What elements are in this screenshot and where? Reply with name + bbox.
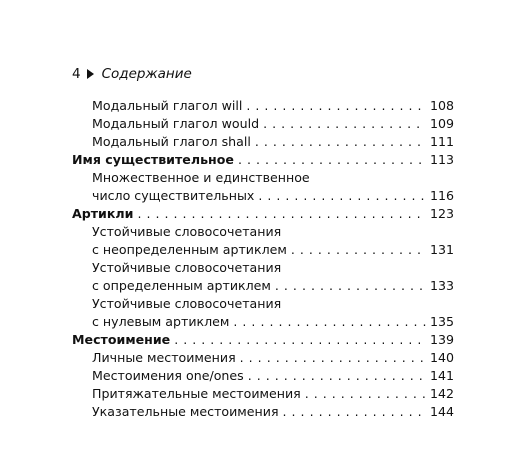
toc-entry-first-line: Устойчивые словосочетания xyxy=(92,224,282,239)
toc-entry-label: Модальный глагол will xyxy=(92,98,243,113)
toc-entry-page: 123 xyxy=(429,206,454,221)
table-of-contents xyxy=(72,97,454,421)
toc-entry-label: с нулевым артиклем xyxy=(92,314,230,329)
toc-entry-modal-would[interactable] xyxy=(72,115,454,133)
toc-chapter-label: Местоимение xyxy=(72,332,171,347)
toc-entry-one-ones[interactable] xyxy=(72,367,454,385)
dot-leader xyxy=(174,331,426,349)
toc-entry-label: Указательные местоимения xyxy=(92,404,279,419)
triangle-right-icon xyxy=(87,69,94,79)
toc-entry-label: Модальный глагол shall xyxy=(92,134,251,149)
section-title: Содержание xyxy=(101,66,192,82)
toc-entry-page: 111 xyxy=(429,134,454,149)
toc-entry-page: 142 xyxy=(429,386,454,401)
toc-entry-page: 141 xyxy=(429,368,454,383)
dot-leader xyxy=(305,385,426,403)
dot-leader xyxy=(275,277,426,295)
toc-entry-page: 139 xyxy=(429,332,454,347)
dot-leader xyxy=(263,115,426,133)
dot-leader xyxy=(291,241,426,259)
toc-entry-page: 133 xyxy=(429,278,454,293)
toc-entry-label: Модальный глагол would xyxy=(92,116,260,131)
toc-entry-indefinite-article[interactable] xyxy=(72,241,454,259)
toc-entry-page: 108 xyxy=(429,98,454,113)
toc-entry-page: 144 xyxy=(429,404,454,419)
toc-entry-page: 113 xyxy=(429,152,454,167)
toc-entry-pronoun[interactable] xyxy=(72,331,454,349)
dot-leader xyxy=(240,349,426,367)
dot-leader xyxy=(238,151,426,169)
dot-leader xyxy=(255,133,426,151)
dot-leader xyxy=(233,313,426,331)
toc-entry-demonstrative-pronouns[interactable] xyxy=(72,403,454,421)
toc-entry-personal-pronouns[interactable] xyxy=(72,349,454,367)
toc-entry-plural-singular[interactable] xyxy=(72,187,454,205)
toc-entry-label: с определенным артиклем xyxy=(92,278,271,293)
toc-entry-first-line: Устойчивые словосочетания xyxy=(92,296,282,311)
toc-entry-noun[interactable] xyxy=(72,151,454,169)
toc-chapter-label: Имя существительное xyxy=(72,152,234,167)
toc-entry-label: с неопределенным артиклем xyxy=(92,242,287,257)
dot-leader xyxy=(246,97,426,115)
toc-entry-page: 131 xyxy=(429,242,454,257)
toc-entry-label: Личные местоимения xyxy=(92,350,236,365)
toc-entry-label: Местоимения one/ones xyxy=(92,368,244,383)
toc-entry-first-line: Множественное и единственное xyxy=(92,170,310,185)
running-head xyxy=(72,64,192,84)
dot-leader xyxy=(258,187,426,205)
toc-entry-first-line: Устойчивые словосочетания xyxy=(92,260,282,275)
toc-entry-label: Притяжательные местоимения xyxy=(92,386,301,401)
dot-leader xyxy=(283,403,426,421)
toc-entry-modal-will[interactable] xyxy=(72,97,454,115)
toc-entry-zero-article[interactable] xyxy=(72,313,454,331)
toc-entry-page: 116 xyxy=(429,188,454,203)
toc-entry-page: 135 xyxy=(429,314,454,329)
page-number: 4 xyxy=(72,66,81,82)
toc-entry-page: 140 xyxy=(429,350,454,365)
toc-entry-page: 109 xyxy=(429,116,454,131)
toc-entry-definite-article[interactable] xyxy=(72,277,454,295)
toc-entry-label: число существительных xyxy=(92,188,255,203)
toc-entry-articles[interactable] xyxy=(72,205,454,223)
toc-chapter-label: Артикли xyxy=(72,206,134,221)
toc-entry-possessive-pronouns[interactable] xyxy=(72,385,454,403)
dot-leader xyxy=(137,205,425,223)
toc-entry-modal-shall[interactable] xyxy=(72,133,454,151)
dot-leader xyxy=(248,367,426,385)
